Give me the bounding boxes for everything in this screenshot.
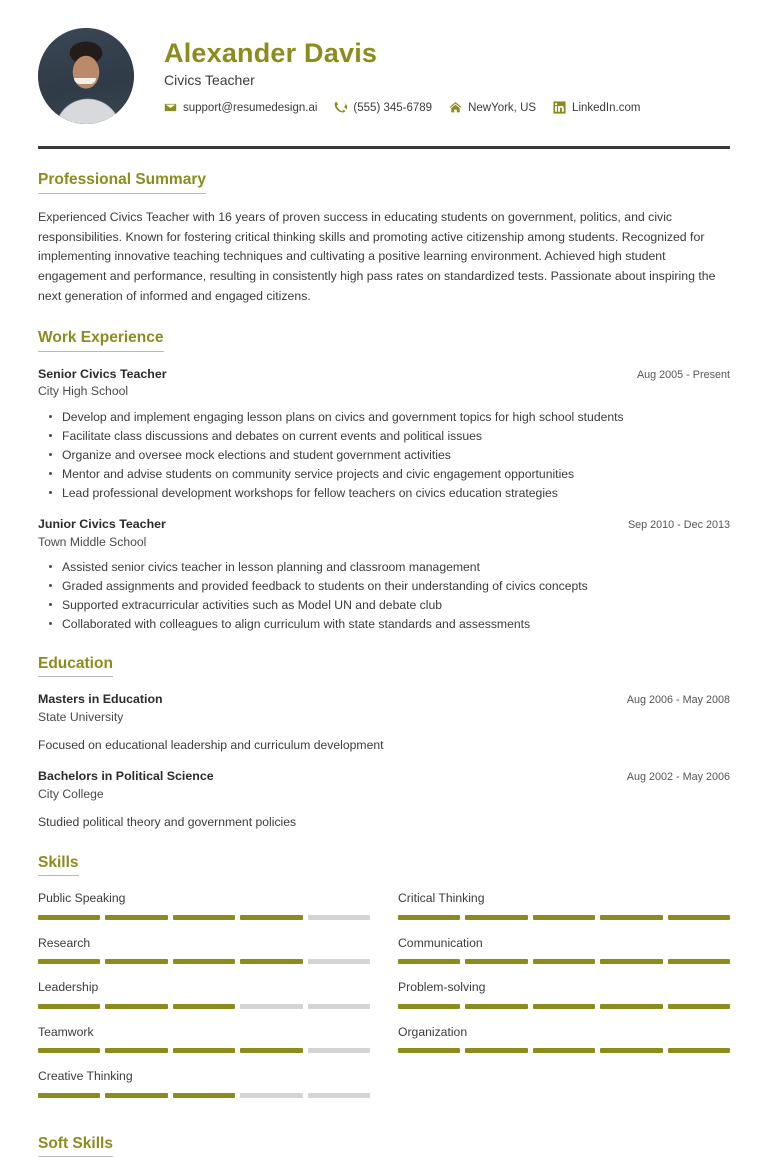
list-item: Mentor and advise students on community service projects and civic engagement opportunities [62, 465, 730, 483]
resume-header [38, 0, 730, 124]
education-entry-head [38, 768, 730, 785]
skill-level-segment [240, 1004, 302, 1009]
work-entry [38, 516, 730, 633]
email-icon [164, 101, 177, 114]
skill-level-segment [668, 1004, 730, 1009]
skill-item [398, 890, 730, 934]
skill-level-segment [38, 915, 100, 920]
contact-row [164, 101, 730, 114]
education-description: Focused on educational leadership and curriculum development [38, 738, 384, 753]
education-date: Aug 2002 - May 2006 [626, 771, 730, 784]
skill-level-segment [308, 959, 370, 964]
section-skills [38, 854, 730, 1113]
skill-level-segment [600, 1048, 662, 1053]
skill-level-segment [240, 959, 302, 964]
skill-label: Communication [398, 935, 483, 950]
job-title: Civics Teacher [164, 71, 255, 88]
work-bullets [38, 558, 730, 633]
skill-level-segment [105, 1093, 167, 1098]
skill-level-segment [173, 915, 235, 920]
education-date: Aug 2006 - May 2008 [626, 694, 730, 707]
work-role: Junior Civics Teacher [38, 516, 166, 531]
education-entries [38, 691, 730, 831]
home-icon [449, 101, 462, 114]
skill-level-segment [173, 1093, 235, 1098]
skill-level-segment [308, 915, 370, 920]
skill-level-segment [308, 1004, 370, 1009]
skill-level-segment [240, 1093, 302, 1098]
section-education [38, 655, 730, 832]
section-title-summary: Professional Summary [38, 171, 206, 194]
skill-label: Leadership [38, 980, 99, 995]
summary-text: Experienced Civics Teacher with 16 years of proven success in educating students on government, politics, and civic responsibilities. Known for fostering critical thinking skills and promoting active citizenship among students. Recognized for implementing innovative teaching techniques and cultivating a positive learning environment. Achieved high student engagement and performance, resulting in consistently high pass rates on standardized tests. Passionate about inspiring the next generation of informed and engaged citizens. [38, 209, 716, 304]
page-title: Alexander Davis [164, 37, 378, 68]
education-school: City College [38, 787, 104, 802]
skill-label: Creative Thinking [38, 1069, 133, 1084]
avatar [38, 28, 134, 124]
skill-level-segment [173, 959, 235, 964]
work-entry [38, 366, 730, 502]
skill-level-segment [38, 1004, 100, 1009]
skill-level-segment [105, 915, 167, 920]
section-title-education: Education [38, 655, 113, 678]
list-item: Facilitate class discussions and debates on current events and political issues [62, 427, 730, 445]
skill-item [38, 1068, 370, 1112]
contact-linkedin[interactable] [553, 101, 640, 114]
list-item: Develop and implement engaging lesson plans on civics and government topics for high school students [62, 408, 730, 426]
skill-label: Teamwork [38, 1024, 94, 1039]
contact-location[interactable] [449, 101, 536, 114]
education-degree: Bachelors in Political Science [38, 769, 214, 784]
skill-label: Problem-solving [398, 980, 486, 995]
skill-level-bar [38, 1004, 370, 1009]
skill-level-segment [533, 1004, 595, 1009]
contact-phone-label: (555) 345-6789 [353, 101, 433, 114]
contact-phone[interactable] [334, 101, 432, 114]
contact-location-label: NewYork, US [468, 101, 537, 114]
skill-level-bar [38, 915, 370, 920]
list-item: Supported extracurricular activities such as Model UN and debate club [62, 596, 730, 614]
work-role: Senior Civics Teacher [38, 366, 167, 381]
education-description: Studied political theory and government policies [38, 815, 297, 830]
skill-label: Critical Thinking [398, 891, 485, 906]
skill-level-segment [600, 1004, 662, 1009]
skills-body [38, 890, 730, 1112]
section-work-experience [38, 329, 730, 633]
skill-level-segment [668, 959, 730, 964]
phone-icon [334, 101, 347, 114]
skill-level-segment [240, 1048, 302, 1053]
skill-level-bar [38, 1048, 370, 1053]
work-date: Aug 2005 - Present [636, 368, 730, 381]
skill-level-segment [173, 1048, 235, 1053]
skill-level-segment [38, 1093, 100, 1098]
header-divider [38, 146, 730, 149]
linkedin-icon [553, 101, 566, 114]
skill-level-segment [465, 959, 527, 964]
list-item: Lead professional development workshops for fellow teachers on civics education strategies [62, 484, 730, 502]
list-item: Collaborated with colleagues to align curriculum with state standards and assessments [62, 615, 730, 633]
skill-item [38, 979, 370, 1023]
work-org: Town Middle School [38, 534, 147, 549]
work-entries [38, 366, 730, 633]
skill-item [38, 1024, 370, 1068]
skill-level-segment [600, 959, 662, 964]
summary-body [38, 208, 730, 308]
skill-label: Public Speaking [38, 891, 126, 906]
education-entry [38, 691, 730, 754]
skill-level-segment [398, 959, 460, 964]
skill-level-bar [38, 959, 370, 964]
education-school: State University [38, 710, 124, 725]
skill-item [38, 890, 370, 934]
skill-level-segment [465, 1004, 527, 1009]
skill-level-segment [105, 1048, 167, 1053]
skill-level-segment [308, 1048, 370, 1053]
section-title-skills: Skills [38, 854, 79, 877]
skill-level-segment [668, 915, 730, 920]
skill-level-segment [533, 915, 595, 920]
skill-level-bar [398, 915, 730, 920]
profile-photo-icon [38, 28, 134, 124]
skill-item [398, 1024, 730, 1068]
section-title-work: Work Experience [38, 329, 164, 352]
skill-item [398, 979, 730, 1023]
skill-level-segment [38, 1048, 100, 1053]
skill-label: Organization [398, 1024, 468, 1039]
contact-email[interactable] [164, 101, 317, 114]
education-entry-head [38, 691, 730, 708]
skill-level-segment [240, 915, 302, 920]
skill-level-bar [398, 959, 730, 964]
skill-level-segment [105, 959, 167, 964]
education-entry [38, 768, 730, 831]
skill-level-segment [398, 1048, 460, 1053]
section-title-soft-skills: Soft Skills [38, 1135, 113, 1157]
skill-level-segment [600, 915, 662, 920]
list-item: Organize and oversee mock elections and student government activities [62, 446, 730, 464]
work-entry-head [38, 516, 730, 533]
education-degree: Masters in Education [38, 692, 163, 707]
skill-level-segment [533, 959, 595, 964]
skills-grid [38, 890, 730, 1112]
skill-level-segment [668, 1048, 730, 1053]
skill-level-bar [398, 1048, 730, 1053]
work-bullets [38, 408, 730, 502]
contact-linkedin-label: LinkedIn.com [572, 101, 641, 114]
work-date: Sep 2010 - Dec 2013 [627, 518, 730, 531]
list-item: Graded assignments and provided feedback to students on their understanding of civics concepts [62, 577, 730, 595]
skill-item [398, 935, 730, 979]
skill-level-segment [173, 1004, 235, 1009]
skill-level-segment [398, 1004, 460, 1009]
work-org: City High School [38, 384, 129, 399]
header-text-block [164, 38, 730, 115]
skill-level-bar [398, 1004, 730, 1009]
section-soft-skills [38, 1135, 730, 1157]
section-professional-summary [38, 171, 730, 307]
list-item: Assisted senior civics teacher in lesson planning and classroom management [62, 558, 730, 576]
contact-email-label: support@resumedesign.ai [183, 101, 318, 114]
skill-label: Research [38, 935, 91, 950]
skill-level-segment [38, 959, 100, 964]
skill-level-segment [533, 1048, 595, 1053]
skill-item [38, 935, 370, 979]
skill-level-segment [465, 1048, 527, 1053]
skill-level-segment [398, 915, 460, 920]
skill-level-bar [38, 1093, 370, 1098]
skill-level-segment [465, 915, 527, 920]
skill-level-segment [308, 1093, 370, 1098]
skill-level-segment [105, 1004, 167, 1009]
work-entry-head [38, 366, 730, 383]
